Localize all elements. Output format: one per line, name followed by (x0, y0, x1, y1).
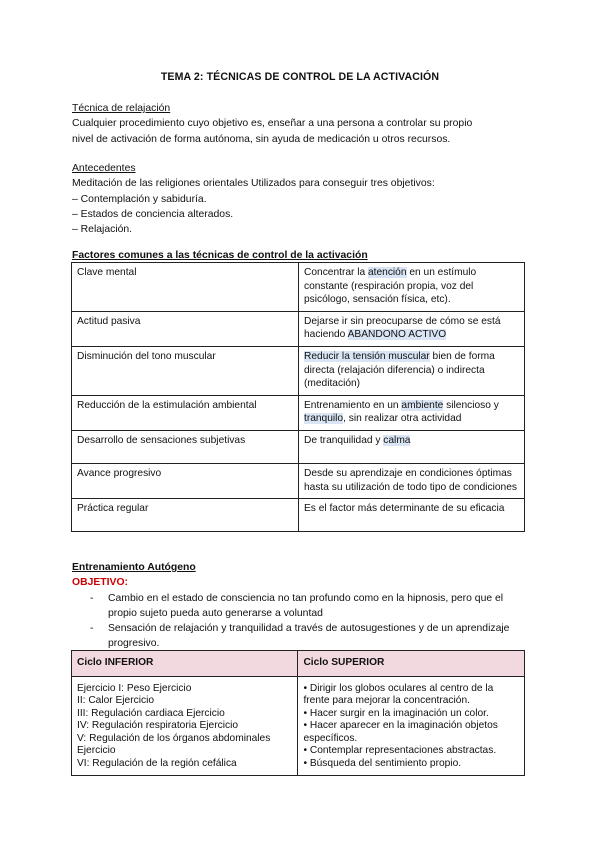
description-text: Dejarse ir sin preocuparse de cómo se está haciendo (304, 315, 501, 341)
description-text: bien de forma directa (relajación diferencia) o indirecta (meditación) (304, 350, 495, 390)
description-text: Es el factor más determinante de su eficacia (304, 503, 505, 515)
antecedentes-section (72, 161, 532, 237)
factor-description (299, 346, 525, 395)
factores-row (72, 263, 525, 312)
ciclos-body-row (72, 676, 525, 776)
antecedentes-item: – Relajación. (72, 224, 133, 236)
highlighted-text: ambiente (401, 399, 444, 411)
factor-description (299, 499, 525, 532)
factores-row (72, 346, 525, 395)
ciclo-superior-title: Ciclo SUPERIOR (298, 651, 525, 677)
factor-name: Práctica regular (72, 499, 299, 532)
highlighted-text: calma (383, 434, 411, 446)
ciclo-superior-list (298, 676, 525, 776)
highlighted-text: atención (368, 267, 407, 278)
factor-name: Desarrollo de sensaciones subjetivas (72, 430, 299, 463)
page-title: TEMA 2: TÉCNICAS DE CONTROL DE LA ACTIVACIÓN (160, 71, 440, 83)
factor-name: Clave mental (72, 263, 299, 312)
factores-heading: Factores comunes a las técnicas de control de la activación (72, 250, 368, 261)
factores-row (72, 463, 525, 498)
antecedentes-line: Meditación de las religiones orientales Utilizados para conseguir tres objetivos: (72, 178, 435, 190)
description-text: silencioso y (443, 399, 499, 411)
factor-description (299, 463, 525, 498)
objetivo-list (72, 591, 532, 652)
relajacion-heading: Técnica de relajación (72, 103, 171, 114)
highlighted-text: Reducir la tensión muscular (304, 350, 430, 362)
autogeno-section (72, 560, 532, 652)
factores-row (72, 499, 525, 532)
highlighted-text: tranquilo (304, 413, 344, 425)
factor-description (299, 263, 525, 312)
inferior-item: V: Regulación de los órganos abdominales Ejercicio (77, 732, 271, 757)
ciclos-table (71, 650, 525, 776)
relajacion-section (72, 101, 532, 147)
description-text: Entrenamiento en un (304, 399, 402, 411)
factor-description (299, 395, 525, 430)
factor-name: Disminución del tono muscular (72, 346, 299, 395)
ciclo-inferior-title: Ciclo INFERIOR (72, 651, 298, 677)
description-text: De tranquilidad y (304, 434, 384, 446)
factor-description (299, 311, 525, 346)
antecedentes-item: – Contemplación y sabiduría. (72, 193, 207, 205)
factor-name: Actitud pasiva (72, 311, 299, 346)
antecedentes-heading: Antecedentes (72, 163, 136, 174)
superior-item: • Contemplar representaciones abstractas. (303, 745, 497, 757)
relajacion-text-1: Cualquier procedimiento cuyo objetivo es, enseñar a una persona a controlar su propio (72, 118, 473, 130)
factores-row (72, 311, 525, 346)
highlighted-text: ABANDONO ACTIVO (347, 329, 447, 341)
ciclo-inferior-list (72, 676, 298, 776)
description-text: , sin realizar otra actividad (343, 413, 462, 425)
ciclos-header-row (72, 651, 525, 677)
superior-item: • Búsqueda del sentimiento propio. (303, 757, 462, 769)
inferior-item: II: Calor Ejercicio (77, 695, 154, 707)
factor-name: Avance progresivo (72, 463, 299, 498)
relajacion-text-2: nivel de activación de forma autónoma, sin ayuda de medicación u otros recursos. (72, 133, 451, 145)
objetivo-item: - Sensación de relajación y tranquilidad a través de autosugestiones y de un aprendizaje progresivo. (72, 621, 532, 652)
inferior-item: III: Regulación cardiaca Ejercicio (77, 707, 225, 719)
superior-item: • Hacer aparecer en la imaginación objetos específicos. (303, 720, 498, 744)
inferior-item: VI: Regulación de la región cefálica (77, 757, 237, 769)
description-text: en un estímulo constante (respiración propia, voz del psicólogo, sensación física, etc). (304, 267, 477, 306)
inferior-item: Ejercicio I: Peso Ejercicio (77, 682, 192, 694)
objetivo-label: OBJETIVO: (72, 577, 129, 589)
factor-name: Reducción de la estimulación ambiental (72, 395, 299, 430)
superior-item: • Dirigir los globos oculares al centro de la frente para mejorar la concentración. (303, 682, 494, 707)
description-text: Desde su aprendizaje en condiciones óptimas hasta su utilización de todo tipo de condiciones (304, 467, 517, 493)
autogeno-heading: Entrenamiento Autógeno (72, 562, 196, 573)
inferior-item: IV: Regulación respiratoria Ejercicio (77, 720, 238, 732)
antecedentes-item: – Estados de conciencia alterados. (72, 208, 234, 220)
description-text: Concentrar la (304, 267, 368, 278)
superior-item: • Hacer surgir en la imaginación un color. (303, 707, 489, 719)
factores-row (72, 395, 525, 430)
objetivo-item: - Cambio en el estado de consciencia no tan profundo como en la hipnosis, pero que el propio sujeto pueda auto generarse a voluntad (72, 591, 532, 622)
factor-description (299, 430, 525, 463)
factores-row (72, 430, 525, 463)
factores-table (71, 262, 525, 532)
